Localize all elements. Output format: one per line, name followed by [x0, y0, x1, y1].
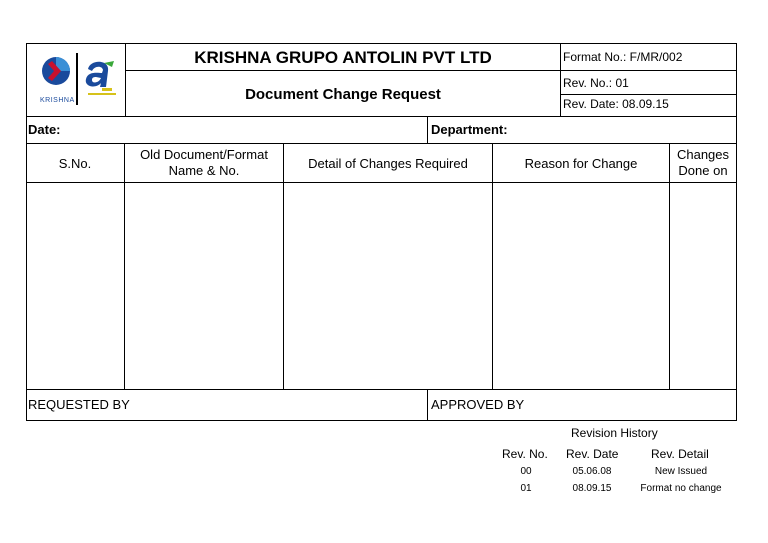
column-header-changes-done: [670, 147, 736, 179]
revision-number: Rev. No.: 01: [563, 76, 629, 90]
revision-date: Rev. Date: 08.09.15: [563, 97, 669, 111]
department-label: Department:: [431, 122, 508, 137]
company-logo: [32, 47, 122, 113]
entry-area[interactable]: [27, 183, 736, 389]
logo-krishna-text: KRISHNA: [40, 97, 75, 104]
column-header-reason: Reason for Change: [524, 156, 638, 171]
approved-by-label: APPROVED BY: [431, 397, 525, 412]
date-label: Date:: [28, 122, 61, 137]
revision-row-rev-detail: New Issued: [654, 466, 708, 477]
company-name: KRISHNA GRUPO ANTOLIN PVT LTD: [194, 48, 492, 67]
column-header-changes-done-line2: Done on: [678, 163, 728, 178]
revision-row-rev-detail: Format no change: [640, 483, 722, 494]
revision-row-rev-date: 05.06.08: [572, 466, 612, 477]
requested-by-label: REQUESTED BY: [28, 397, 130, 412]
revision-history-header-rev-date: Rev. Date: [566, 447, 619, 461]
format-number: Format No.: F/MR/002: [563, 50, 683, 64]
column-header-old-document-line2: Name & No.: [168, 163, 240, 178]
document-title: Document Change Request: [245, 86, 441, 103]
column-header-old-document-line1: Old Document/Format: [140, 147, 268, 162]
column-header-changes-done-line1: Changes: [676, 147, 730, 162]
column-header-sno: S.No.: [58, 156, 92, 171]
revision-history-header-rev-no: Rev. No.: [502, 447, 548, 461]
revision-history-title: Revision History: [571, 426, 658, 440]
column-header-detail: Detail of Changes Required: [308, 156, 468, 171]
revision-row-rev-no: 01: [520, 483, 532, 494]
revision-row-rev-date: 08.09.15: [572, 483, 612, 494]
revision-history-header-rev-detail: Rev. Detail: [651, 447, 709, 461]
revision-row-rev-no: 00: [520, 466, 532, 477]
column-header-old-document: [125, 147, 283, 179]
